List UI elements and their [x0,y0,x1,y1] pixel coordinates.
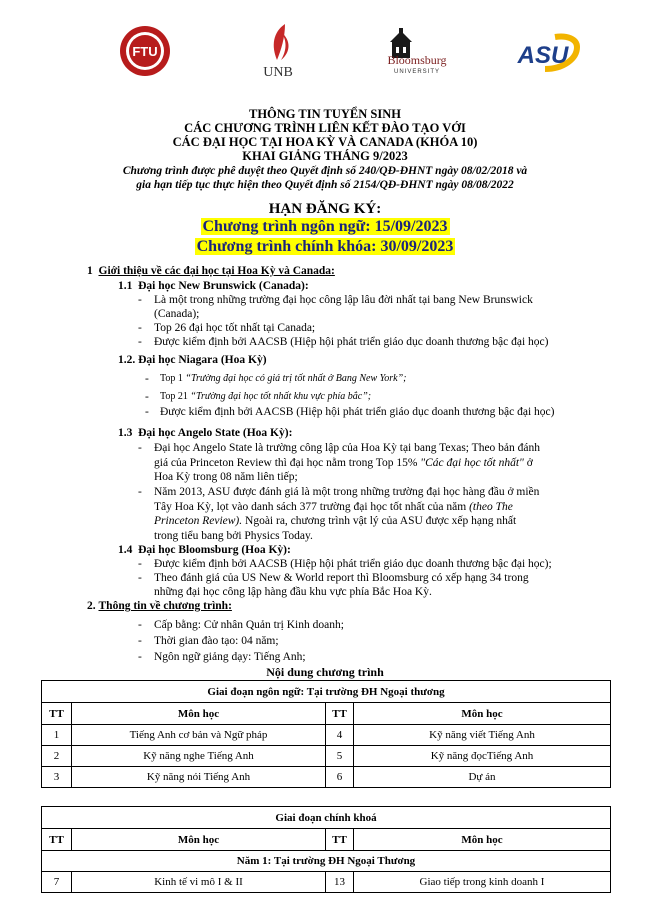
header-line-1: THÔNG TIN TUYỂN SINH [248,107,401,121]
section-1-3-heading [118,426,292,440]
section-1-4-heading [118,543,291,557]
s13-b1c: Hoa Kỳ trong 08 năm liên tiếp; [154,471,298,483]
table-cell: Kỹ năng nghe Tiếng Anh [72,746,326,767]
bullet: - [138,294,142,306]
table-cell: 3 [42,767,72,788]
header-line-4: KHAI GIẢNG THÁNG 9/2023 [242,149,408,163]
table-row [42,872,611,893]
bullet: - [138,486,142,498]
table-cell: Dự án [354,767,611,788]
s12-b3: Được kiểm định bởi AACSB (Hiệp hội phát triển giáo dục doanh thương bậc đại học) [160,406,555,418]
table-cell: Kinh tế vi mô I & II [72,872,326,893]
header-line-2: CÁC CHƯƠNG TRÌNH LIÊN KẾT ĐÀO TẠO VỚI [184,121,466,135]
content-title: Nội dung chương trình [266,665,384,679]
s13-b2c-text: Ngoài ra, chương trình vật lý của ASU được xếp hạng nhất [242,515,517,527]
section-2-number: 2. [87,600,96,612]
asu-logo [515,33,581,73]
bloomsburg-logo-text: Bloomsburg [387,53,447,67]
bullet: - [145,391,149,403]
logo-row [0,0,650,90]
table1-header-tt-1: TT [42,703,72,725]
section-1-title: Giới thiệu về các đại học tại Hoa Kỳ và Canada: [98,265,335,277]
table-row [42,725,611,746]
bullet: - [145,373,149,385]
table-cell: 5 [326,746,354,767]
s2-b2: Thời gian đào tạo: 04 năm; [154,635,279,647]
s14-b2b: những đại học công lập hàng đầu khu vực phía Bắc Hoa Kỳ. [154,586,432,598]
table-cell: Kỹ năng đọcTiếng Anh [354,746,611,767]
bullet: - [138,635,142,647]
section-1-1-number: 1.1 [118,280,133,292]
s12-b2 [160,390,371,404]
table1-header-subject-1: Môn học [72,703,326,725]
header-line-3: CÁC ĐẠI HỌC TẠI HOA KỲ VÀ CANADA (KHÓA 10) [172,135,478,149]
bullet: - [138,558,142,570]
s12-b1-quote: “Trường đại học có giá trị tốt nhất ở Bang New York”; [185,373,407,384]
s12-b2-quote: “Trường đại học tốt nhất khu vực phía bắc”; [190,391,372,402]
s13-b2b-italic: (theo The [469,501,513,513]
s13-b1a: Đại học Angelo State là trường công lập của Hoa Kỳ tại bang Texas; Theo bản đánh [154,442,541,454]
ftu-logo-text: FTU [132,44,158,59]
section-1-heading [87,264,335,278]
table-cell: 1 [42,725,72,746]
language-phase-table [41,680,611,788]
ftu-logo [118,24,172,78]
unb-logo-text: UNB [263,65,293,80]
bullet: - [138,572,142,584]
table-cell: Kỹ năng viết Tiếng Anh [354,725,611,746]
approval-line-1: Chương trình được phê duyệt theo Quyết định số 240/QĐ-ĐHNT ngày 08/02/2018 và [122,165,528,177]
bullet: - [138,651,142,663]
s13-b2b-text: Tây Hoa Kỳ, lọt vào danh sách 377 trường đại học tốt nhất của năm [154,501,470,513]
bullet: - [138,322,142,334]
table2-header-tt-2: TT [326,829,354,851]
s13-b1b-text: giá của Princeton Review thì đại học nằm trong Top 15% [154,457,421,469]
section-1-4-title: Đại học Bloomsburg (Hoa Kỳ): [138,544,291,556]
table2-year1: Năm 1: Tại trường ĐH Ngoại Thương [42,851,611,872]
s14-b1: Được kiểm định bởi AACSB (Hiệp hội phát triển giáo dục doanh thương bậc đại học); [154,558,552,570]
s11-b2: Top 26 đại học tốt nhất tại Canada; [154,322,316,334]
s11-b1b: (Canada); [154,308,200,320]
table-cell: Giao tiếp trong kinh doanh I [354,872,611,893]
section-1-2-title: 1.2. Đại học Niagara (Hoa Kỳ) [118,354,267,366]
table-cell: 2 [42,746,72,767]
section-1-1-heading [118,279,309,293]
s13-b2b [154,500,513,514]
approval-line-2: gia hạn tiếp tục thực hiện theo Quyết định số 2154/QĐ-ĐHNT ngày 08/08/2022 [136,179,514,191]
bloomsburg-logo [372,28,454,76]
s11-b1a: Là một trong những trường đại học công lập lâu đời nhất tại bang New Brunswick [154,294,533,306]
deadline-title: HẠN ĐĂNG KÝ: [268,201,382,217]
s12-b1-prefix: Top 1 [160,373,186,384]
s11-b3: Được kiểm định bởi AACSB (Hiệp hội phát triển giáo dục doanh thương bậc đại học) [154,336,549,348]
table1-title: Giai đoạn ngôn ngữ: Tại trường ĐH Ngoại thương [42,681,611,703]
s13-b1b [154,456,533,470]
bloomsburg-logo-subtext: UNIVERSITY [393,69,441,75]
table2-header-subject-2: Môn học [354,829,611,851]
table1-header-tt-2: TT [326,703,354,725]
bullet: - [145,406,149,418]
s2-b1: Cấp bằng: Cử nhân Quản trị Kinh doanh; [154,619,344,631]
bullet: - [138,442,142,454]
s13-b2c-italic: Princeton Review). [154,515,243,527]
section-1-4-number: 1.4 [118,544,133,556]
table-cell: 7 [42,872,72,893]
unb-logo [255,22,301,80]
s12-b2-prefix: Top 21 [160,391,191,402]
s13-b2a: Năm 2013, ASU được đánh giá là một trong những trường đại học hàng đầu ở miền [154,486,540,498]
s12-b1 [160,372,406,386]
deadline-language: Chương trình ngôn ngữ: 15/09/2023 [202,218,448,235]
s14-b2a: Theo đánh giá của US New & World report thì Bloomsburg có xếp hạng 34 trong [154,572,529,584]
s13-b2d: trong tiểu bang bởi Physics Today. [154,530,313,542]
s2-b3: Ngôn ngữ giảng dạy: Tiếng Anh; [154,651,306,663]
table2-header-tt-1: TT [42,829,72,851]
s13-b2c [154,514,516,528]
deadline-main: Chương trình chính khóa: 30/09/2023 [196,238,454,255]
section-2-title: Thông tin về chương trình: [98,600,232,612]
asu-logo-text: ASU [517,42,569,69]
section-1-3-number: 1.3 [118,427,133,439]
table-row [42,746,611,767]
table-cell: Kỹ năng nói Tiếng Anh [72,767,326,788]
section-1-number: 1 [87,265,93,277]
bullet: - [138,336,142,348]
bullet: - [138,619,142,631]
s13-b1b-quote: "Các đại học tốt nhất" [420,457,524,469]
table2-header-subject-1: Môn học [72,829,326,851]
s13-b1b-tail: ở [523,457,533,469]
table-cell: 4 [326,725,354,746]
table-row [42,767,611,788]
section-2-heading [87,599,232,613]
section-1-1-title: Đại học New Brunswick (Canada): [138,280,309,292]
table-cell: 6 [326,767,354,788]
table-cell: Tiếng Anh cơ bản và Ngữ pháp [72,725,326,746]
table-cell: 13 [326,872,354,893]
main-phase-table [41,806,611,893]
section-1-3-title: Đại học Angelo State (Hoa Kỳ): [138,427,293,439]
table1-header-subject-2: Môn học [354,703,611,725]
table2-title: Giai đoạn chính khoá [42,807,611,829]
